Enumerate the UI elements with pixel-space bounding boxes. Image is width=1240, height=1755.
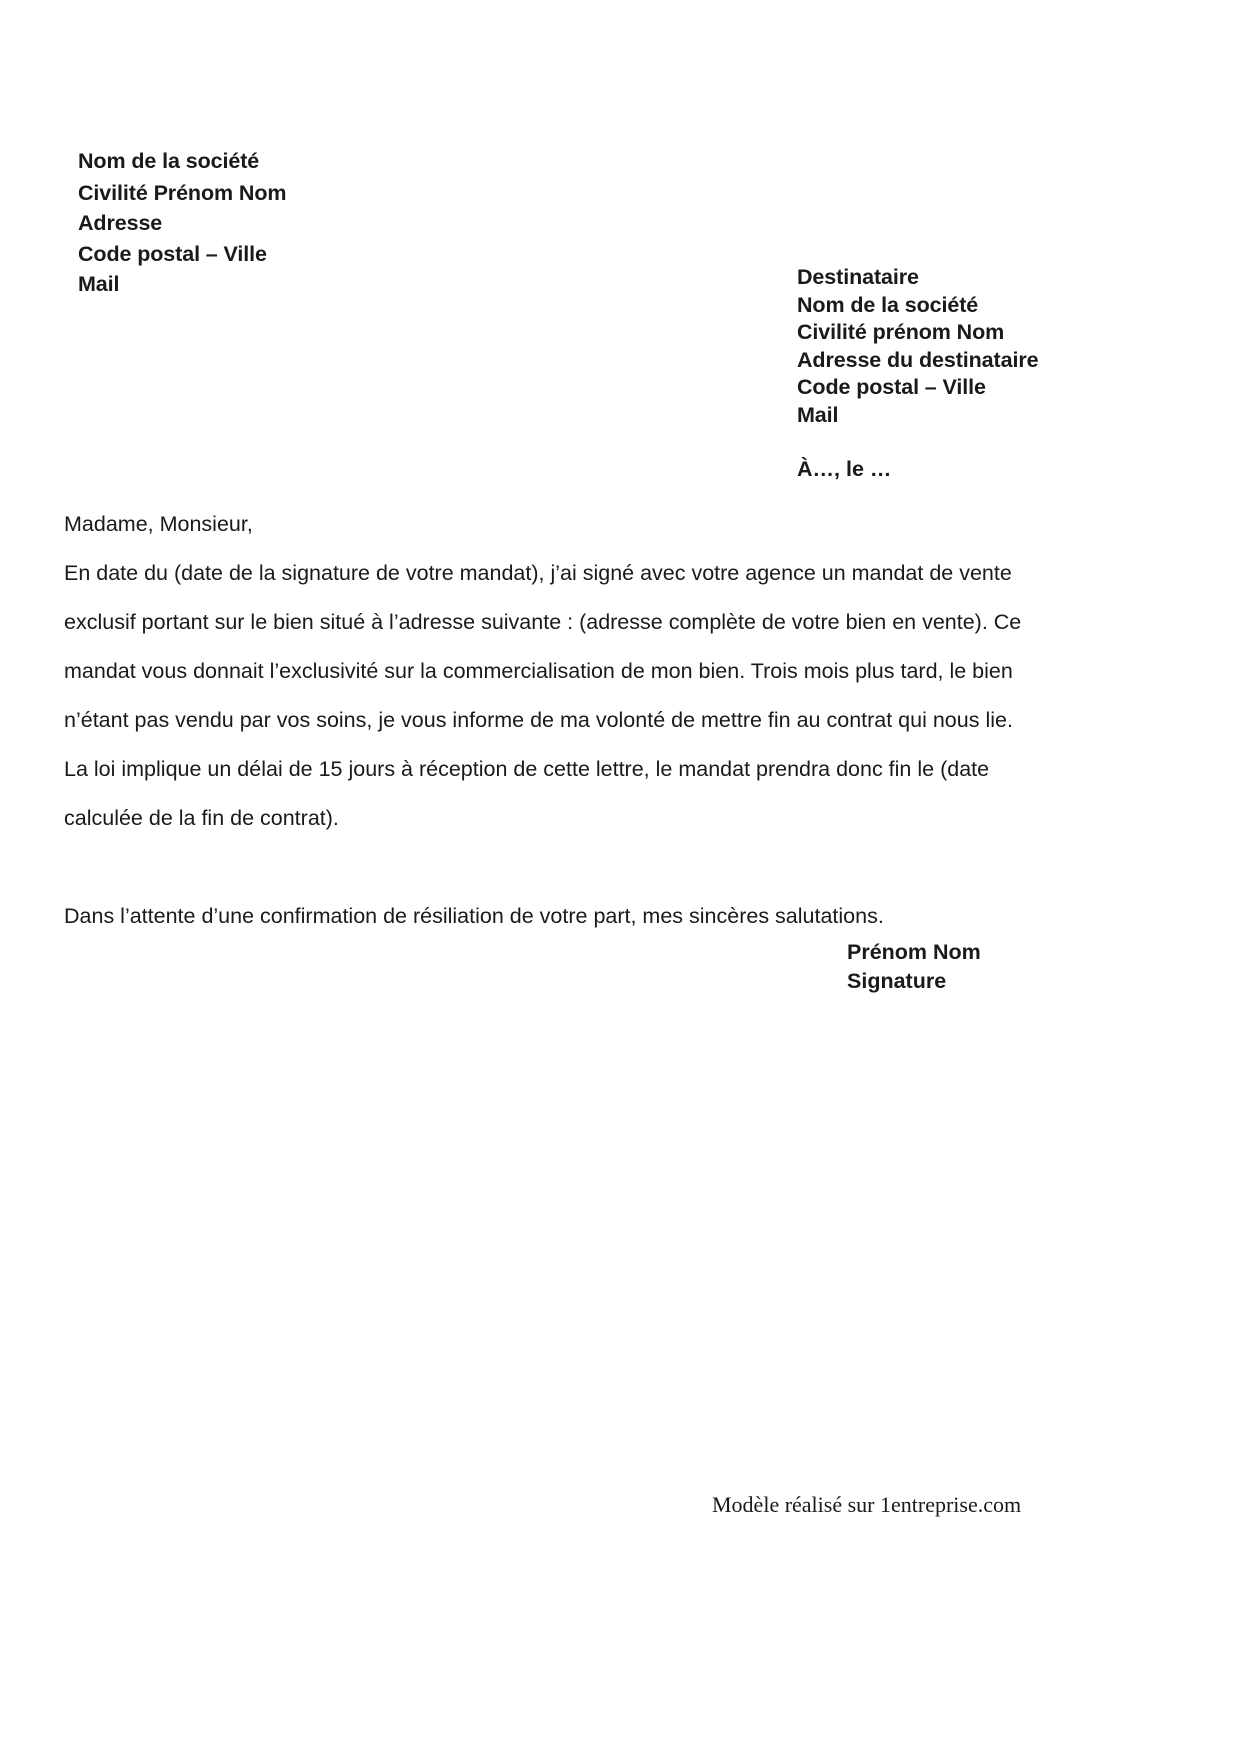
footer-credit: Modèle réalisé sur 1entreprise.com bbox=[712, 1492, 1022, 1517]
recipient-address-line: Adresse du destinataire bbox=[797, 347, 1039, 372]
body-paragraph-closing: Dans l’attente d’une confirmation de résiliation de votre part, mes sincères salutations. bbox=[64, 904, 884, 928]
recipient-address-block bbox=[797, 264, 1038, 430]
sender-company-line: Nom de la société bbox=[78, 149, 260, 173]
paragraph-spacer bbox=[64, 843, 1029, 892]
body-paragraph-main: En date du (date de la signature de votre mandat), j’ai signé avec votre agence un mandat de vente exclusif portant sur le bien situé à l’adresse suivante : (adresse complète de votre bien en vente). Ce mandat vous donnait l’exclusivité sur la commercialisation de mon bien. Trois mois plus tard, le bien n’étant pas vendu par vos soins, je vous informe de ma volonté de mettre fin au contrat qui nous lie. La loi implique un délai de 15 jours à réception de cette lettre, le mandat prendra donc fin le (date calculée de la fin de contrat). bbox=[64, 561, 1022, 830]
sender-address-line: Adresse bbox=[78, 211, 163, 235]
recipient-postal-city-line: Code postal – Ville bbox=[797, 375, 986, 400]
signature-label-line: Signature bbox=[847, 968, 947, 993]
salutation-line: Madame, Monsieur, bbox=[64, 512, 253, 536]
sender-mail-line: Mail bbox=[78, 272, 120, 296]
sender-address-block bbox=[78, 146, 286, 300]
recipient-mail-line: Mail bbox=[797, 402, 839, 427]
sender-name-line: Civilité Prénom Nom bbox=[78, 180, 287, 205]
recipient-heading-line: Destinataire bbox=[797, 265, 919, 289]
signature-block bbox=[847, 938, 981, 995]
signature-name-line: Prénom Nom bbox=[847, 940, 981, 964]
letter-body bbox=[64, 500, 1029, 941]
recipient-name-line: Civilité prénom Nom bbox=[797, 320, 1005, 345]
place-and-date-line: À…, le … bbox=[797, 457, 892, 481]
recipient-company-line: Nom de la société bbox=[797, 292, 979, 317]
sender-postal-city-line: Code postal – Ville bbox=[78, 241, 267, 266]
